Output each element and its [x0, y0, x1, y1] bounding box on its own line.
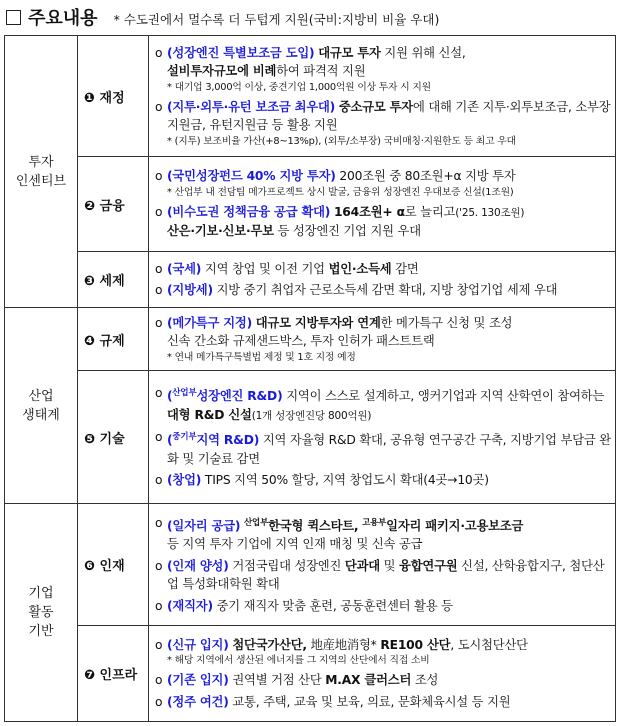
- note-infra-1: * 해당 지역에서 생산된 에너지를 그 지역의 산단에서 직접 소비: [167, 655, 430, 667]
- cell-tax: [149, 252, 616, 308]
- item-tech-1: o ($^{산업부}$성장엔진 R&D) 지역이 스스로 설계하고, 앵커기업과 지역 산학연이 참여하는 대형 R&D 신설(1개 성장엔진당 800억원): [155, 386, 605, 422]
- row-talent: [5, 504, 616, 626]
- note-fiscal-2: * (지투) 보조비율 가산(+8~13%p), (외투/소부장) 국비매칭·지원한도 등 최고 우대: [167, 135, 516, 147]
- sub-tech: ❺ 기술: [78, 371, 149, 504]
- row-tech: [5, 371, 616, 504]
- sub-fiscal: ❶ 재정: [78, 36, 149, 157]
- item-tax-2: o (지방세) 지방 중기 취업자 근로소득세 감면 확대, 지방 창업기업 세제 우대: [155, 283, 558, 297]
- cell-fiscal: [149, 36, 616, 157]
- item-tech-2: o ($^{중기부}$지역 R&D) 지역 자율형 R&D 확대, 공유형 연구공간 구축, 지방기업 부담금 완화 및 기술료 감면: [155, 430, 611, 466]
- page-title: 주요내용: [28, 8, 98, 29]
- sub-tax: ❸ 세제: [78, 252, 149, 308]
- content-table: [4, 35, 616, 722]
- section-eco: 산업 생태계: [5, 308, 78, 504]
- cell-talent: [149, 504, 616, 626]
- item-infra-1: o (신규 입지) 첨단국가산단, 地産地消형* RE100 산단, 도시첨단산단: [155, 637, 528, 652]
- item-fiscal-2: o (지투·외투·유턴 보조금 최우대) 중소규모 투자에 대해 기존 지투·외투보조금, 소부장지원금, 유턴지원금 등 활용 지원: [155, 99, 611, 132]
- cell-infra: [149, 626, 616, 722]
- item-infra-2: o (기존 입지) 권역별 거점 산단 M.AX 클러스터 조성: [155, 673, 439, 688]
- item-tax-1: o (국세) 지역 창업 및 이전 기업 법인·소득세 감면: [155, 261, 419, 276]
- cell-regulation: [149, 308, 616, 371]
- row-infra: [5, 626, 616, 722]
- item-finance-1: o (국민성장펀드 40% 지방 투자) 200조원 중 80조원+α 지방 투자: [155, 169, 516, 184]
- item-talent-1: o (일자리 공급) $^{산업부}$한국형 퀵스타트, $^{고용부}$일자리 패키지·고용보조금 등 지역 투자 기업에 지역 인재 매칭 및 신속 공급: [155, 515, 524, 552]
- sub-talent: ❻ 인재: [78, 504, 149, 626]
- row-regulation: [5, 308, 616, 371]
- item-talent-2: o (인재 양성) 거점국립대 성장엔진 단과대 및 융합연구원 신설, 산학융합지구, 첨단산업 특성화대학원 확대: [155, 558, 605, 592]
- row-fiscal: [5, 36, 616, 157]
- sub-regulation: ❹ 규제: [78, 308, 149, 371]
- header: [6, 4, 439, 30]
- checkbox-square-icon: [6, 10, 21, 25]
- cell-finance: [149, 157, 616, 252]
- sub-finance: ❷ 금융: [78, 157, 149, 252]
- sub-infra: ❼ 인프라: [78, 626, 149, 722]
- note-regulation-1: * 연내 메가특구특별법 제정 및 1호 지정 예정: [167, 351, 356, 363]
- item-fiscal-1: o (성장엔진 특별보조금 도입) 대규모 투자 지원 위해 신설, 설비투자규모에 비례하여 파격적 지원: [155, 45, 466, 78]
- page-subtitle: * 수도권에서 멀수록 더 두텁게 지원(국비:지방비 비율 우대): [113, 12, 440, 27]
- row-tax: [5, 252, 616, 308]
- item-regulation-1: o (메가특구 지정) 대규모 지방투자와 연계한 메가특구 신청 및 조성 신속 간소화 규제샌드박스, 투자 인허가 패스트트랙: [155, 315, 513, 348]
- cell-tech: [149, 371, 616, 504]
- item-finance-2: o (비수도권 정책금융 공급 확대) 164조원+ α로 늘리고('25. 130조원) 산은·기보·신보·무보 등 성장엔진 기업 지원 우대: [155, 204, 525, 239]
- section-base: 기업 활동 기반: [5, 504, 78, 722]
- item-infra-3: o (정주 여건) 교통, 주택, 교육 및 보육, 의료, 문화체육시설 등 지원: [155, 694, 511, 709]
- note-finance-1: * 산업부 내 전담팀 메가프로젝트 상시 발굴, 금융위 성장엔진 우대보증 신설(1조원): [167, 186, 514, 198]
- row-finance: [5, 157, 616, 252]
- item-tech-3: o (창업) TIPS 지역 50% 할당, 지역 창업도시 확대(4곳→10곳): [155, 473, 489, 488]
- note-fiscal-1: * 대기업 3,000억 이상, 중견기업 1,000억원 이상 투자 시 지원: [167, 81, 431, 93]
- item-talent-3: o (재직자) 중기 재직자 맞춤 훈련, 공동훈련센터 활용 등: [155, 598, 453, 613]
- section-invest: 투자 인센티브: [5, 36, 78, 308]
